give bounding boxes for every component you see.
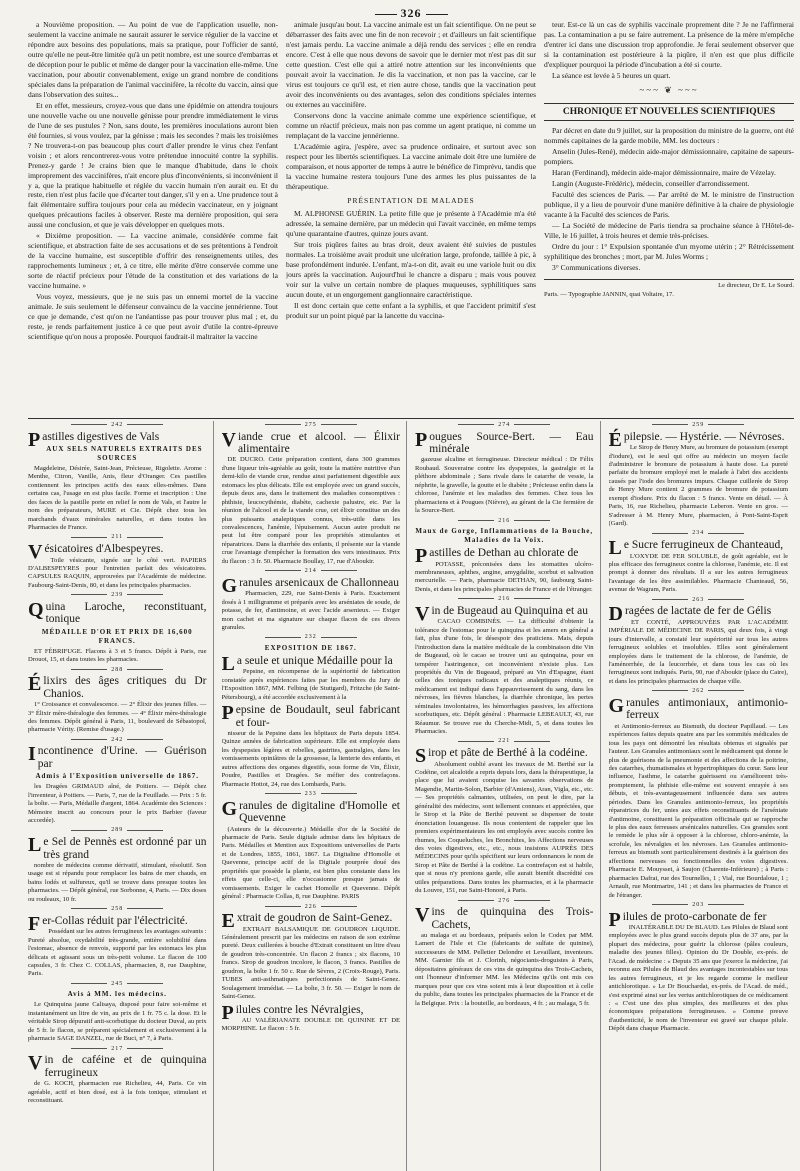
ad-title: Le Sel de Pennès est ordonné par un très grand [28,834,207,861]
ad-title: Vin de Bugeaud au Quinquina et au [415,602,588,625]
advertisement [415,547,594,594]
ad-body: Pepsine, en récompense de la supériorité de fabrication constatée après expériences faites par les membres du Jury de l'Exposition 1867, MM. Felbing (de Stuttgard), Fritzche (de Saint-Pétersbourg), a été accordée exclusivement à la [221,668,400,701]
ad-body: AU VALÉRIANATE DOUBLE DE QUININE ET DE MORPHINE. Le flacon : 5 fr. [221,1016,400,1033]
advertisements-section [28,418,794,1171]
ad-body: Le Quinquina jaune Calisaya, disposé pour faire soi-même et instantanément un litre de vin, au prix de 1 fr. 75 c. la dose. Et le véritable Sirop dépuratif anti-scorbutique du docteur Duval, au prix de 5 fr. le flacon, se préparent spécialement et exclusivement à la pharmacie SAGE DANZEL, rue de Buci, n° 7, à Paris. [28,1001,207,1043]
ad-body: Pharmacien, 229, rue Saint-Denis à Paris. Exactement dosés à 1 milligramme et préparés avec les arséniates de soude, de potasse, de fer, d'antimoine, et avec l'acide arsenieux. — Exiger mon cachet et ma signature sur chaque flacon de ces divers granules. [221,590,400,631]
ad-title: Épilepsie. — Hystérie. — Névroses. [608,428,785,451]
article-column-1 [28,20,278,412]
ad-body: EXTRAIT BALSAMIQUE DE GOUDRON LIQUIDE. Généralement prescrit par les médecins en raison de son extrême pureté. Deux cuillerées à bouche d'Extrait constituent un litre d'eau de goudron très-concentrée. Un flacon 2 francs ; six flacons, 10 francs. Sirop de goudron incolore, le flacon, 3 francs. Pastilles de goudron, la boîte 1 fr. 50 c. Rue de Sèvres, 2 (Croix-Rouge), Paris. TUBES anti-asthmatiques perfectionnés de Saint-Genez. Soulagement immédiat. — La boîte, 3 fr. 50. — Exiger le nom de Saint-Genez. [221,925,400,1001]
ad-title: Pougues Source-Bert. — Eau minérale [415,428,594,456]
article-section [28,20,794,412]
ad-body: DE DUCRO. Cette préparation contient, dans 300 grammes d'une liqueur très-agréable au goût, toute la matière nutritive d'un demi-kilo de viande crue, rendue ainsi parfaitement digestible aux estomacs les plus délicats. Elle est employée avec un grand succès, depuis deux ans, dans le traitement des maladies consomptives : phthisie, leucocythémie, diabète, cachexie palustre, etc. Par la réunion de l'alcool et de la viande crue, cet élixir constitue un des plus puissants analeptiques connus, très-utile dans les convalescences, l'anémie, l'épuisement. Aucun autre produit ne peut lui être comparé pour les propriétés stimulantes et réparatrices. Dans la diarrhée des enfants, il présente sur la viande crue l'avantage d'empêcher la formation des vers intestinaux. Prix du flacon : 3 fr. 50. Pharmacie Boullay, 17, rue d'Aboukir. [221,456,400,565]
ad-number: 242 [28,422,207,430]
ad-subtitle: EXPOSITION DE 1867. [264,644,357,653]
ad-title: Le Sucre ferrugineux de Chanteaud, [608,537,784,560]
ad-title: Vin de caféine et de quinquina ferrugineux [28,1052,207,1079]
ad-body: (Auteurs de la découverte.) Médaille d'or de la Société de pharmacie de Paris. Seule digitale admise dans les hôpitaux de Paris. Médailles et Mention aux Expositions universelles de Paris et de Londres, 1855, 1861, 1867. La Digitaline d'Homolle et Quevenne, principe actif de la Digitale pourprée doué des propriétés que possède la plante, est bien plus constante dans les effets que celle-ci, elle n'occasionne presque jamais de vomissements. Exiger le cachet Homolle et Quevenne. Dépôt général : Pharmacie Collas, 8, rue Dauphine. PARIS [221,825,400,901]
ad-number: 258 [28,906,207,914]
paragraph: Langin (Auguste-Frédéric), médecin, conseiller d'arrondissement. [552,179,750,189]
ad-title: Granules de digitaline d'Homolle et Quevenne [221,797,400,825]
advertisement [222,704,401,789]
ad-title: Pepsine de Boudault, seul fabricant et four- [221,702,400,729]
ad-number: 217 [28,1046,207,1054]
ad-title: Granules antimoniaux, antimonio-ferreux [608,694,788,722]
ad-number: 226 [222,904,401,912]
ad-body: les Dragées GRIMAUD aîné, de Poitiers. — Dépôt chez l'inventeur, à Poitiers. — Paris, 7, rue de la Feuillade. — Prix : 5 fr. la boîte. — Paris, Médaille d'argent, 1864. Académie des Sciences : Mémoire inscrit au concours pour le prix Barbier (faveur accordée). [28,783,207,824]
advertisement [28,737,207,826]
advertisement [28,906,207,979]
paragraph: Ordre du jour : 1° Expulsion spontanée d'un myome utérin ; 2° Rétrécissement syphilitique des bronches ; mort, par M. Jules Worms ; [544,242,794,262]
ad-title: Sirop et pâte de Berthé à la codéine. [415,745,588,768]
section-heading-presentation: PRÉSENTATION DE MALADES [347,196,475,206]
ad-title: La seule et unique Médaille pour la [221,653,393,676]
ad-subtitle: Admis à l'Exposition universelle de 1867. [35,772,199,781]
ad-number: 221 [415,738,594,746]
advertisement [28,1046,207,1106]
page-number: 326 [28,6,794,20]
advertisement [28,422,207,532]
ad-body: Absolument oublié avant les travaux de M. Berthé sur la Codéine, cet alcaloïde a repris depuis lors, dans la thérapeutique, la place que lui avaient conquise les savantes observations de Magendie, Martin-Solon, Barbier (d'Amiens), Aran, Vigla, etc., etc. — Ses propriétés calmantes, utilisées, on peut le dire, par la généralité des médecins, sont tellement connues et appréciées, que le Sirop et la Pâte de Berthé peuvent se dispenser de toute énonciation louangeuse. Ils nous contentent de rappeler que les premiers expérimentateurs les ont employés avec succès contre les rhumes, les Coqueluches, les Bronchites, les Affections nerveuses des voies digestives, etc., etc., nous insistons AUPRÈS DES MÉDECINS pour qu'ils spécifient sur leurs ordonnances le nom de Sirop et Pâte de Berthé à la codéine. La contrefaçon est si habile, que si nous n'y prenions garde, elle aurait bientôt discrédité ces utiles préparations. Dans toutes les pharmacies, et à la pharmacie du Louvre, 151, rue Saint-Honoré, à Paris. [415,760,594,895]
ad-number: 245 [28,981,207,989]
advertisement [609,530,789,594]
ad-number: 263 [609,597,789,605]
printer-line: Paris. — Typographie JANNIN, quai Voltaire, 17. [544,290,674,298]
paragraph: — La Société de médecine de Paris tiendra sa prochaine séance à l'Hôtel-de-Ville, le 16 juillet, à trois heures et demie très-précises. [544,221,794,241]
ad-title: Pilules contre les Névralgies, [221,1001,364,1024]
ad-body: Toile vésicante, signée sur le côté vert. PAPIERS D'ALBESPEYRES pour l'entretien parfait des vésicatoires. CAPSULES RAQUIN, approuvées par l'Académie de médecine. Faubourg-Saint-Denis, 80, et dans les principales pharmacies. [28,556,207,589]
paragraph: L'Académie agira, j'espère, avec sa prudence ordinaire, et surtout avec son respect pour les libertés scientifiques. La vaccine animale doit être une lumière de comparaison, et nous apporter de temps à autre le bénéfice de l'imprévu, tandis que la vaccine humaine restera toujours l'une des armes les plus puissantes de la thérapeutique. [286,141,536,191]
ad-number: 274 [415,422,594,430]
ad-title: Vins de quinquina des Trois-Cachets, [415,904,594,931]
ad-title: Fer-Collas réduit par l'électricité. [28,912,188,935]
ad-body: INALTÉRABLE DU Dr BLAUD. Les Pilules de Blaud sont employées avec le plus grand succès depuis plus de 37 ans, par la plupart des médecins, pour guérir la chlorose (pâles couleurs, maladie des jeunes filles). Opinion du Dr Double, ex-prés. de l'Acad. de médecine : « Depuis 35 ans que j'exerce la médecine, j'ai reconnu aux Pilules de Blaud des avantages incontestables sur tous les autres ferrugineux, et je les regarde comme le meilleur antichlorotique. » Le Dr Bouchardat, ex-prés. de l'Acad. de méd., s'est exprimé ainsi sur les vertus antichlorotiques de ce médicament : « C'est une des plus simples, des meilleures et des plus économiques préparations ferrugineuses. » Comme preuve d'authenticité, le nom de l'inventeur est gravé sur chaque pilule. Dépôt dans chaque Pharmacie. [608,924,788,1033]
article-column-2 [286,20,536,412]
paragraph: Sur trois piqûres faites au bras droit, deux avaient été suivies de pustules normales. La troisième avait produit une ulcération large, profonde, taillée à pic, à base profondément indurée. L'enfant, m'a-t-on dit, avait eu une variole huit ou dix jours après la vaccination. Aujourd'hui le chancre a disparu ; mais vous pouvez voir sur la vulve un certain nombre de plaques muqueuses, syphilitiques sans aucun doute, et un engorgement ganglionnaire caractéristique. [286,240,536,300]
paragraph: Faculté des sciences de Paris. — Par arrêté de M. le ministre de l'instruction publique, il y a lieu de pourvoir d'une manière définitive à la chaire de physiologie vacante à la Faculté des sciences de Paris. [544,190,794,220]
advertisement [28,534,207,590]
advertisement [609,902,789,1034]
ad-number: 275 [222,422,401,430]
ad-number: 259 [609,422,789,430]
ad-number: 288 [28,667,207,675]
ad-body: 1° Croissance et convalescence. — 2° Élixir des jeunes filles. — 3° Élixir mère-théralogie des femmes. — 4° Élixir mère-théralogie des femmes. Dépôt général à Paris, 11, boulevard de Sébastopol, pharmacie Vérity. (Remise d'usage.) [28,701,207,734]
ad-title: Dragées de lactate de fer de Gélis [608,603,772,626]
paragraph: « Dixième proposition. — La vaccine animale, considérée comme fait scientifique, et abstraction faite de ses accusations et de ses prétentions à l'endroit de la vaccine humaine, est susceptible d'offrir des renseignements utiles, des rapprochements lumineux ; et, à ce titre, elle mérite d'être conservée comme une sorte de réactif précieux pour l'étude de la constitution et des variations de la vaccine humaine. » [28,231,278,291]
ad-number: 214 [222,568,401,576]
ad-body: et Antimonio-ferreux au Bismuth, du docteur Papillaud. — Les expériences faites depuis quatre ans par les sommités médicales de tous les pays ont démontré les résultats obtenus et signalés par l'auteur. Les Granules antimoniaux sont le médicament qui donne le plus de guérisons de la pneumonie et des affections de la poitrine, des catarrhes, rhumatismales et hypertrophiques du cœur. Sans leur influence, l'asthme, le catarrhe guérissent ou s'améliorent très-promptement, la phthisie elle-même est souvent enrayée à ses débuts, et très-avantageusement influencée dans ses autres périodes. Dans les Granules antimonio-ferreux, les propriétés réparatrices du fer, unies aux effets reconstituants de l'arséniate d'antimoine, constituent la préparation officinale qui se rapproche le plus des eaux ferreuses arsénicales naturelles. Ces granules sont le remède le plus sûr à opposer à la chlorose, chloro-anémie, la scrofule, les névralgies et les névroses. Les Granules antimonio-ferreux au bismuth sont particulièrement destinés à la guérison des affections nerveuses ou fonctionnelles des voies digestives. Pharmacie E. Mouysset, à Saujon (Charente-Inférieure) ; à Paris : pharmacies Dafrai, rue des Tournelles, 1 ; Vial, rue Bourdaloue, 1 ; Arnault, rue Montmartre, 141 ; et dans les pharmacies de France et de l'étranger. [608,722,788,899]
ad-title: Pilules de proto-carbonate de fer [608,908,767,931]
advertisement [415,596,594,736]
paragraph: Par décret en date du 9 juillet, sur la proposition du ministre de la guerre, ont été nommés capitaines de la garde mobile, MM. les docteurs : [544,126,794,146]
ad-title: Élixirs des âges critiques du Dr Chanios. [28,673,207,700]
ad-title: Vésicatoires d'Albespeyres. [28,541,164,564]
advertisement [222,791,401,901]
ad-subtitle: Maux de Gorge, Inflammations de la Bouche, Maladies de la Voix. [415,527,594,545]
ad-number: 216 [415,518,594,526]
paragraph: Il est donc certain que cette enfant a la syphilis, et que l'accident primitif s'est produit sur un point piqué par la lancette du vaccina- [286,301,536,321]
advertisement [415,898,594,1008]
ads-column-4 [609,421,795,1171]
ad-body: POTASSE, préconisées dans les stomatites ulcéro-membraneuses, aphthes, angine, amygdalite, scorbut et salivation mercurielle. — Paris, pharmacie DETHAN, 90, faubourg Saint-Denis, et dans les principales pharmacies de France et de l'étranger. [415,560,594,593]
advertisement [415,738,594,895]
ad-body: L'OXYDE DE FER SOLUBLE, de goût agréable, est le plus efficace des ferrugineux contre la chlorose, l'anémie, etc. Il est prompt à donner des résultats. Il a sur les autres ferrugineux l'avantage de les être assimilables. Pharmacie Chanteaud, 56, avenue de Wagram, Paris. [608,552,788,594]
advertisement [609,688,789,900]
ad-number: 211 [28,534,207,542]
paragraph: Conservons donc la vaccine animale comme une expérience scientifique, et comme un réactif précieux, mais non pas comme un agent pratique, ni comme un remplaçant de la vaccine jennérienne. [286,110,536,140]
ad-body: nombre de médecins comme dérivatif, stimulant, résolutif. Son usage est si répandu pour remplacer les bains de mer chauds, en bains lodés et sulfureux, qu'il se trouve dans presque toutes les pharmacies. — Dépôt général, rue Sorbonne, 4, Paris. — Dix doses ou rouleaux, 10 fr. [28,861,207,903]
advertisement [415,422,594,516]
ad-number: 203 [609,902,789,910]
ad-number: 232 [222,634,401,642]
advertisement [222,904,401,1002]
ads-column-3 [415,421,601,1171]
paragraph: Anselin (Jules-René), médecin aide-major démissionnaire, capitaine de sapeurs-pompiers. [544,147,794,167]
ads-column-1 [28,421,214,1171]
paragraph: teur. Est-ce là un cas de syphilis vaccinale proprement dite ? Je ne l'affirmerai pas. La contamination a pu se faire autrement. La présence de la mère m'empêche d'entrer ici dans une discussion trop approfondie. Je ferai seulement observer que si la contamination est postérieure à la piqûre, il n'en est que plus difficile d'expliquer pourquoi la période d'incubation a été si courte. [544,20,794,69]
ad-body: ET FÉBRIFUGE. Flacons à 3 et 5 francs. Dépôt à Paris, rue Drouot, 15, et dans toutes les pharmacies. [28,647,207,664]
article-column-3 [544,20,794,412]
ad-number: 262 [609,688,789,696]
ad-title: Pastilles digestives de Vals [28,428,160,451]
paragraph: a Nouvième proposition. — Au point de vue de l'application usuelle, non-seulement la vaccine animale ne saurait assurer le service régulier de la vaccine et répondre aux besoins des populations, mais sa pratique, pour l'officier de santé, outre qu'elle ne peut-être limitée qu'à un petit nombre, est une source d'embarras et de déception pour le public et même de danger pour la vaccination elle-même. Une vaccination, pour aboutir convenablement, exige un grand nombre de conditions spéciales dans la préparation de l'animal vaccinifère, la récolte du vaccin, ainsi que dans l'observation des suites... [28,20,278,99]
director-signature: Le directeur, Dr E. Le Sourd. [718,281,794,289]
ad-title: Granules arsenicaux de Challonneau [221,574,400,597]
ad-number: 276 [415,898,594,906]
paragraph: M. ALPHONSE GUÉRIN. La petite fille que je présente à l'Académie m'a été adressée, la semaine dernière, par un médecin qui l'avait vaccinée, en même temps qu'une quarantaine d'autres, quinze jours avant. [286,209,536,239]
ad-body: Possédant sur les autres ferrugineux les avantages suivants : Pureté absolue, oxydabilité très-grande, entière solubilité dans l'estomac, absence de renvois, supporté par les estomacs les plus délicats et agissant sous un très-petit volume. Le flacon de 100 capsules, 3 fr. Chez C. COLLAS, pharmacien, 8, rue Dauphine, Paris. [28,928,207,978]
ad-number: 242 [28,737,207,745]
ad-number: 233 [222,791,401,799]
ad-title: Viande crue et alcool. — Élixir alimentaire [221,428,400,456]
paragraph: Et en effet, messieurs, croyez-vous que dans une épidémie on attendra toujours une nouvelle vache ou une nouvelle génisse pour prendre immédiatement le virus de l'une de ses pustules ? Non, sans doute, les premières inoculations auront bien été fournies, si vous voulez, par la génisse ; mais les secondes ? mais les troisièmes ? Ne trouvera-t-on pas beaucoup plus court d'aller prendre le virus chez l'enfant voisin ; et alors rencontrerez-vous votre prétendue innocuité contre la syphilis. Prenez-y garde ! Je crains bien que le manque d'habitude, dans le choix improprement des vaccinifères, n'ait encore plus d'inconvénients, si inconvénient il y a, que la pratique habituelle et réglée du vaccin humain n'en aurait eu. Et du reste, rien n'est plus facile que d'écarter tout danger, s'il y en a. Une prudence tout à fait élémentaire suffira toujours pour cela au médecin vaccinateur, en y joignant quelques précautions faciles à observer. Reste ma dernière proposition, qui sera aussi une conclusion, et que je vais développer en quelques mots. [28,100,278,230]
ad-body: nisseur de la Pepsine dans les hôpitaux de Paris depuis 1854. Quinze années de fabrication supérieure. Elle est employée dans les dyspepsies légères et rebelles, gastrites, gastralgies, dans les vomissements opiniâtres de la grossesse, la lienterie des enfants, et autres affections des organes digestifs, sous forme de Vin, Élixir, Poudre, Pastilles et Dragées. Se méfier des contrefaçons. Pharmacie Hottot, 24, rue des Lombards, Paris. [221,730,400,788]
advertisement [221,1001,401,1034]
paragraph: 3° Communications diverses. [552,263,641,272]
advertisement [28,981,207,1044]
advertisement [609,422,789,528]
advertisement [28,667,207,735]
advertisement [222,568,401,632]
ad-number: 289 [28,827,207,835]
ad-body: ET CONTÉ, APPROUVÉES PAR L'ACADÉMIE IMPÉRIALE DE MÉDECINE DE PARIS, qui deux fois, à vingt jours d'intervalle, a constaté leur supériorité sur tous les autres ferrugineux solubles et insolubles. Elles sont généralement employées dans le traitement de la chlorose, de l'anémie, de l'aménorrhée, de la leucorrhée, et dans tous les cas où les ferrugineux sont indiqués. Paris, 90, rue d'Aboukir (place du Caire), et dans les principales pharmacies de chaque ville. [608,618,788,685]
advertisement [28,592,207,664]
ad-subtitle: AUX SELS NATURELS EXTRAITS DES SOURCES [46,445,203,463]
ad-title: Extrait de goudron de Saint-Genez. [221,910,393,933]
advertisement [222,634,401,653]
ad-body: au malaga et au bordeaux, préparés selon le Codex par MM. Lamert de l'Isle et Cie (fabricants de sulfate de quinine), successeurs de MM. Pelletier Delondre et Levaillant, inventeurs. MM. Garnier fils et J. Clorinh, négociants-droguistes à Paris, dépositaires généraux de ces vins de quinquina des Trois-Cachets, ont l'honneur d'informer MM. les Médecins qu'ils ont mis ces marques pour que ces vins soient mis à leur disposition et à celle du public, dans toutes les principales pharmacies de la France et de la Belgique. Prix : la bouteille, au bordeaux, 4 fr. ; au malaga, 5 fr. [415,932,594,1007]
ad-body: Magdeleine, Désirée, Saint-Jean, Précieuse, Rigolette. Arome : Menthe, Citron, Vanille, Anis, fleur d'Oranger. Ces pastilles contiennent les principes actifs des eaux elles-mêmes. Dans certains cas, l'usage en est plus facile. Forme et inscription : Une des faces de la pastille porte en relief le nom de Vals, et l'autre le nom des préparateurs, MURE et Cie. Dépôt chez tous les marchands d'eaux minérales naturelles, et dans toutes les Pharmacies de France. [28,464,207,532]
ad-body: gazeuse alcaline et ferrugineuse. Directeur médical : Dr Félix Roubaud. Souveraine contre les dyspepsies, la gastralgie et la pléthore abdominale ; Sans rivale dans le catarrhe de vessie, la néphrite, la gravelle, la goutte et le diabète ; Précieuse enfin dans la chlorose, l'anémie et les maladies des femmes. Chez tous les pharmaciens et à Pougues (Nièvre), au gérant de la Cie fermière de la Source-Bert. [415,456,594,515]
ad-subtitle: Avis à MM. les médecins. [67,990,167,999]
ads-column-2 [222,421,408,1171]
page-footer [544,279,794,299]
paragraph: La séance est levée à 5 heures un quart. [552,70,671,80]
ad-title: Incontinence d'Urine. — Guérison par [28,743,207,770]
ad-number: 239 [28,592,207,600]
ad-body: Le Sirop de Henry Mure, au bromure de potassium (exempt d'iodure), est le seul qui offre au médecin un moyen facile d'administrer le bromure de potassium à haute dose. La pureté parfaite du bromure employé met le malade à l'abri des accidents causés par l'iode des bromures impurs. Chaque cuillerée de Sirop de Henry Mure contient 2 grammes de bromure de potassium exempt d'iodure. Prix du flacon : 5 francs. Vente en détail. — À Paris, 16, rue Richelieu, pharmacie Leberon. Vente en gros. — S'adresser à M. Henry Mure, pharmacien, à Pont-Saint-Esprit (Gard). [608,444,788,528]
advertisement [415,518,594,546]
paragraph: Vous voyez, messieurs, que je ne suis pas un ennemi mortel de la vaccine animale. Je suis seulement le défenseur convaincu de la vaccine jennérienne. Tout ce que je demande, c'est qu'on ne l'anéantisse pas pour trouver plus mal ; et, du reste, je rends parfaitement justice à ce que peut avoir d'utile la contre-épreuve scientifique qu'on nous a proposée. Pourquoi faudrait-il maltraiter la vaccine [28,292,278,342]
advertisement [609,597,789,687]
advertisement [28,827,207,904]
ad-title: Quina Laroche, reconstituant, tonique [28,598,207,626]
ad-title: Pastilles de Dethan au chlorate de [415,545,579,568]
ad-subtitle: MÉDAILLE D'OR ET PRIX DE 16,600 FRANCS. [41,627,193,645]
ad-number: 216 [415,596,594,604]
section-heading-chronique: CHRONIQUE ET NOUVELLES SCIENTIFIQUES [544,103,794,122]
ornament-divider: ~~~ ❦ ~~~ [639,84,699,95]
ad-number: 234 [609,530,789,538]
advertisement [222,655,401,702]
paragraph: Haran (Ferdinand), médecin aide-major démissionnaire, maire de Vézelay. [552,168,776,178]
ad-body: de G. KOCH, pharmacien rue Richelieu, 44, Paris. Ce vin agréable, actif et bien dosé, est à la fois tonique, stimulant et reconstituant. [28,1080,207,1104]
advertisement [222,422,401,566]
ad-body: CACAO COMBINÉS. — La difficulté d'obtenir la tolérance de l'estomac pour le quinquina et les amers en général a fait, plus d'une fois, le désespoir des praticiens. Mais, depuis l'introduction dans la matière médicale de la combinaison dite Vin de Bugeaud, où le cacao se trouve uni au quinquina, pour en tempérer l'astringence, cet inconvénient n'existe plus. Les propriétés du Vin de Bugeaud, préparé au Vin d'Espagne, étant celles des toniques radicaux et des analeptiques réunis, ce médicament est indiqué dans l'appauvrissement du sang, dans les névroses, les fièvres blanches, la diarrhée chronique, les pertes séminales involontaires, les hémorrhagies passives, les affections scorbutiques, etc. Dépôt général : Pharmacie LEBEAULT, 43, rue Réaumur. Se trouve rue du Cherche-Midi, 5, et dans toutes les Pharmacies. [415,618,594,736]
paragraph: animale jusqu'au bout. La vaccine animale est un fait scientifique. On ne peut se débarrasser des faits avec une fin de non recevoir ; et d'ailleurs un fait scientifique n'est jamais perdu. La vaccine animale a déjà rendu des services ; elle en rendra encore. C'est à elle que nous devons de savoir que le dernier mot n'est pas dit sur cette question. C'est elle qui a attiré notre attention sur les inconvénients que pouvait avoir la vaccination. Je dis la vaccination, et non pas la vaccine, car le virus est toujours ce qu'il est, et rien autre chose, tandis que la vaccination peut avoir des inconvénients ou des avantages, selon des conditions spéciales internes ou externes au vaccinifère. [286,20,536,109]
